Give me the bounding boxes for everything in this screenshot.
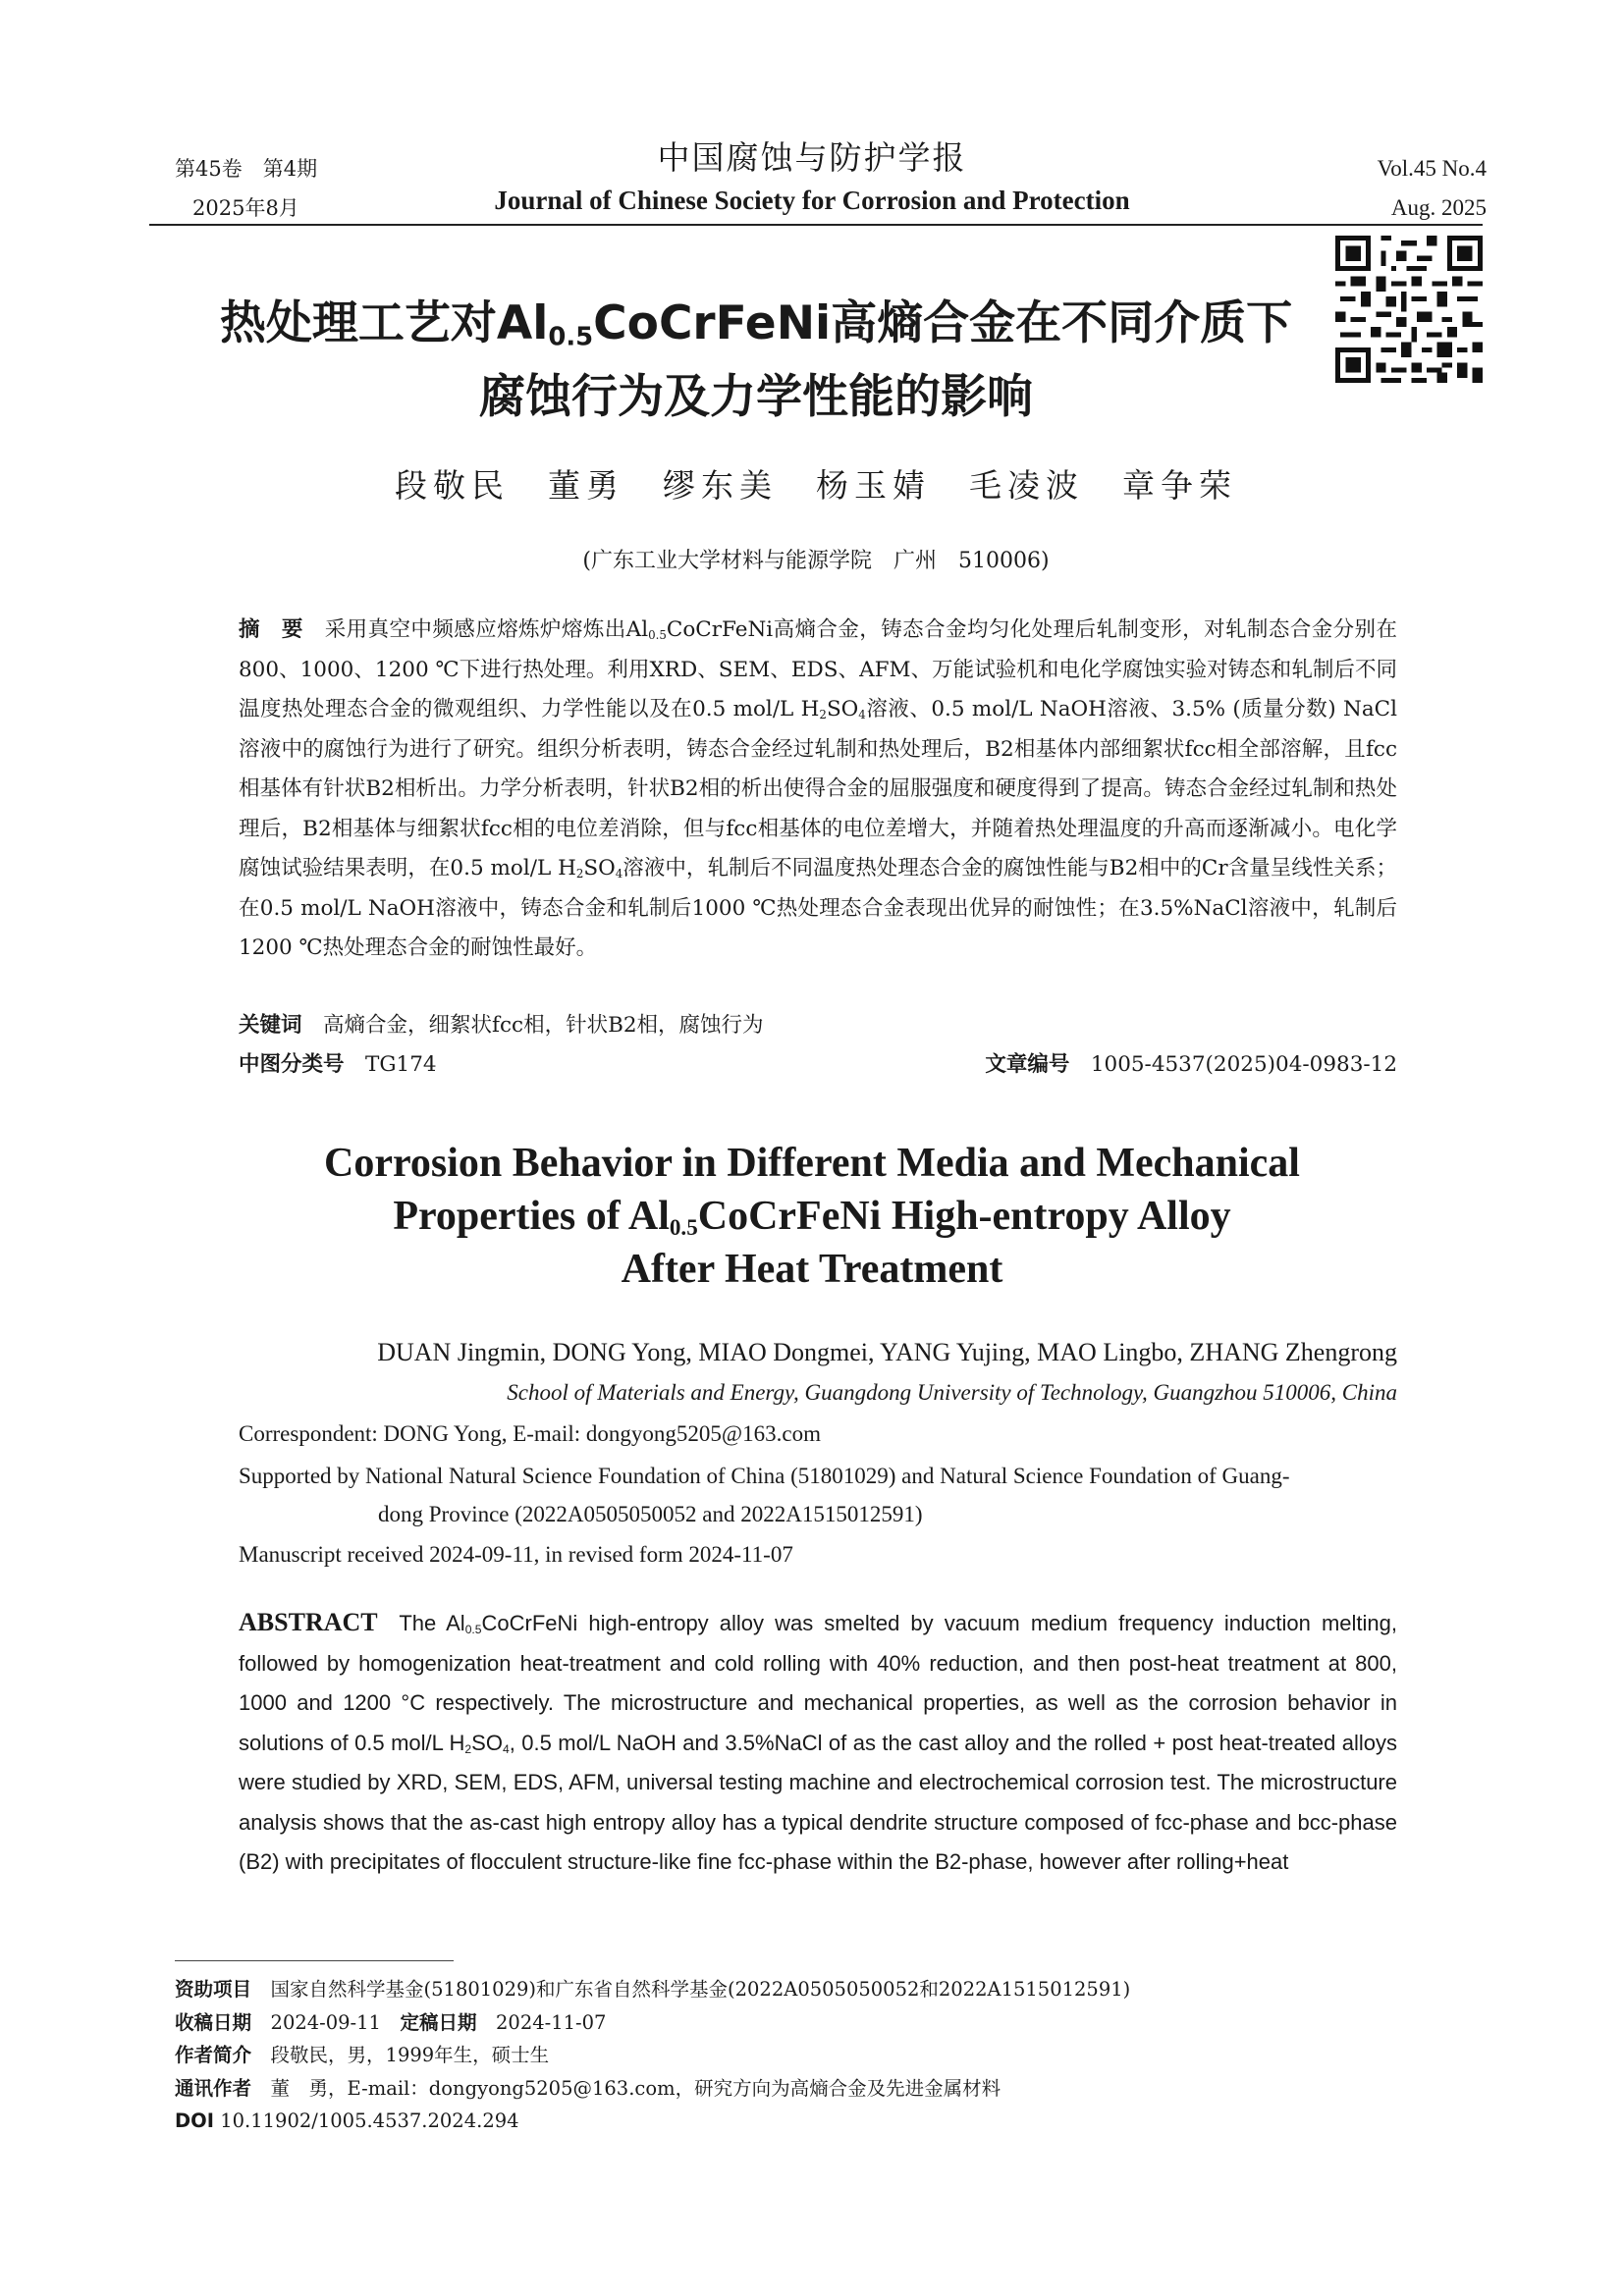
abstract-cn-sub: 0.5 <box>648 627 667 642</box>
abstract-cn-label: 摘 要 <box>239 617 303 642</box>
date-en: Aug. 2025 <box>1390 195 1487 220</box>
footnote-doi <box>175 2105 1392 2138</box>
footnote-value: 2024-11-07 <box>496 2010 607 2034</box>
footnote-corresponding <box>175 2072 1392 2106</box>
abstract-cn-sub: 4 <box>615 866 623 881</box>
classification-label: 中图分类号 <box>239 1052 345 1077</box>
title-cn-line2: 腐蚀行为及力学性能的影响 <box>479 370 1033 424</box>
journal-name-cn: 中国腐蚀与防护学报 <box>657 138 967 177</box>
abstract-cn <box>239 611 1397 969</box>
title-cn-subscript: 0.5 <box>548 322 594 352</box>
header-left <box>175 149 401 228</box>
abstract-cn-text: 溶液、0.5 mol/L NaOH溶液、3.5% (质量分数) NaCl溶液中的腐蚀行为进行了研究。组织分析表明，铸态合金经过轧制和热处理后，B2相基体内部细絮状fcc相全部溶解，且fcc相基体有针状B2相析出。力学分析表明，针状B2相的析出使得合金的屈服强度和硬度得到了提高。铸态合金经过轧制和热处理后，B2相基体与细絮状fcc相的电位差消除，但与fcc相基体的电位差增大，并随着热处理温度的升高而逐渐减小。电化学腐蚀试验结果表明，在0.5 mol/L H <box>239 697 1397 881</box>
affiliation-cn: (广东工业大学材料与能源学院 广州 510006) <box>582 549 1050 573</box>
abstract-en-label: ABSTRACT <box>239 1608 378 1636</box>
header-rule <box>149 224 1483 226</box>
abstract-cn-text: CoCrFeNi高熵合金，铸态合金均匀化处理后轧制变形，对轧制态合金分别在800、1000、1200 ℃下进行热处理。利用XRD、SEM、EDS、AFM、万能试验机和电化学腐蚀实验对铸态和轧制后不同温度热处理态合金的微观组织、力学性能以及在0.5 mol/L H <box>239 617 1397 721</box>
title-cn-part1: 热处理工艺对Al <box>219 296 549 350</box>
abstract-en-sub: 2 <box>464 1741 472 1756</box>
header-center <box>432 135 1192 220</box>
footnote-funding <box>175 1973 1392 2006</box>
title-en-subscript: 0.5 <box>669 1213 698 1240</box>
footnote-author <box>175 2039 1392 2072</box>
supported-line2: dong Province (2022A0505050052 and 2022A1515012591) <box>378 1502 923 1526</box>
date-cn: 2025年8月 <box>192 196 299 220</box>
footnote-label: 通讯作者 <box>175 2076 252 2100</box>
footnote-label: 作者简介 <box>175 2044 252 2066</box>
footnote-value: 董 勇，E-mail：dongyong5205@163.com，研究方向为高熵合金及先进金属材料 <box>270 2076 1001 2100</box>
volume-issue-en: Vol.45 No.4 <box>1377 156 1487 181</box>
title-en-line3: After Heat Treatment <box>621 1247 1003 1292</box>
abstract-en-sub: 0.5 <box>464 1623 482 1637</box>
header-right <box>1271 149 1487 228</box>
article-number-value: 1005-4537(2025)04-0983-12 <box>1090 1052 1397 1077</box>
title-en-line1: Corrosion Behavior in Different Media and Mechanical <box>324 1141 1300 1186</box>
abstract-cn-text: SO <box>826 697 859 721</box>
footnote-label: DOI <box>175 2109 215 2132</box>
keywords-label: 关键词 <box>239 1013 302 1038</box>
classification-value: TG174 <box>365 1052 437 1077</box>
footnote-value: 国家自然科学基金(51801029)和广东省自然科学基金(2022A0505050052和2022A1515012591) <box>270 1978 1131 2001</box>
qr-code-icon <box>1335 236 1483 383</box>
footnote-value: 2024-09-11 <box>270 2010 381 2034</box>
abstract-cn-sub: 2 <box>819 707 827 721</box>
footnote-value: 段敬民，男，1999年生，硕士生 <box>270 2044 550 2066</box>
volume-issue-cn: 第45卷 第4期 <box>175 157 318 181</box>
article-number <box>985 1048 1397 1082</box>
abstract-cn-sub: 4 <box>858 707 866 721</box>
abstract-en <box>239 1603 1397 1883</box>
abstract-cn-sub: 2 <box>575 866 584 881</box>
article-number-label: 文章编号 <box>985 1052 1070 1077</box>
footnote-label: 资助项目 <box>175 1978 252 2001</box>
abstract-en-text: , 0.5 mol/L NaOH and 3.5%NaCl of as the cast alloy and the rolled + post heat-treated alloys were studied by XRD, SEM, EDS, AFM, universal testing machine and electrochemical corrosion test. The microstructure analysis shows that the as-cast high entropy alloy has a typical dendrite structure composed of fcc-phase and bcc-phase (B2) with precipitates of flocculent structure-like fine fcc-phase within the B2-phase, however after rolling+heat <box>239 1730 1397 1874</box>
footnote-dates <box>175 2006 1392 2040</box>
affiliation-en: School of Materials and Energy, Guangdong University of Technology, Guangzhou 510006, China <box>507 1380 1397 1405</box>
journal-name-en: Journal of Chinese Society for Corrosion and Protection <box>494 186 1130 215</box>
footnotes <box>175 1973 1392 2138</box>
footnote-rule <box>175 1960 454 1961</box>
title-en-line2a: Properties of Al <box>393 1194 670 1239</box>
authors-cn: 段敬民 董勇 缪东美 杨玉婧 毛凌波 章争荣 <box>395 466 1237 505</box>
keywords-cn <box>239 1009 1397 1042</box>
correspondent: Correspondent: DONG Yong, E-mail: dongyong5205@163.com <box>239 1421 821 1446</box>
abstract-cn-text: 溶液中，轧制后不同温度热处理态合金的腐蚀性能与B2相中的Cr含量呈线性关系；在0.5 mol/L NaOH溶液中，铸态合金和轧制后1000 ℃热处理态合金表现出优异的耐蚀性；在3.5%NaCl溶液中，轧制后1200 ℃热处理态合金的耐蚀性最好。 <box>239 856 1397 960</box>
abstract-en-sub: 4 <box>502 1741 510 1756</box>
footnote-label: 收稿日期 <box>175 2010 252 2034</box>
abstract-en-text: SO <box>471 1730 503 1755</box>
keywords-text: 高熵合金，细絮状fcc相，针状B2相，腐蚀行为 <box>323 1013 764 1038</box>
supported-line1: Supported by National Natural Science Foundation of China (51801029) and Natural Science Foundation of Guang- <box>239 1464 1290 1488</box>
authors-en: DUAN Jingmin, DONG Yong, MIAO Dongmei, YANG Yujing, MAO Lingbo, ZHANG Zhengrong <box>377 1338 1397 1366</box>
abstract-en-text: The Al <box>399 1611 465 1635</box>
footnote-label: 定稿日期 <box>400 2010 477 2034</box>
title-cn-part2: CoCrFeNi高熵合金在不同介质下 <box>593 296 1293 350</box>
abstract-en-text: CoCrFeNi high-entropy alloy was smelted by vacuum medium frequency induction melting, followed by homogenization heat-treatment and cold rolling with 40% reduction, and then post-heat treatment at 800, 1000 and 1200 °C respectively. The microstructure and mechanical properties, as well as the corrosion behavior in solutions of 0.5 mol/L H <box>239 1611 1398 1755</box>
abstract-cn-text: SO <box>583 856 616 881</box>
abstract-cn-text: 采用真空中频感应熔炼炉熔炼出Al <box>324 617 649 642</box>
supported-by <box>239 1457 1397 1533</box>
manuscript-dates: Manuscript received 2024-09-11, in revised form 2024-11-07 <box>239 1542 793 1567</box>
paper-title-cn <box>177 287 1335 434</box>
classification-row <box>239 1048 1397 1082</box>
title-en-line2b: CoCrFeNi High-entropy Alloy <box>697 1194 1231 1239</box>
footnote-value: 10.11902/1005.4537.2024.294 <box>220 2109 519 2132</box>
paper-title-en <box>177 1137 1447 1296</box>
